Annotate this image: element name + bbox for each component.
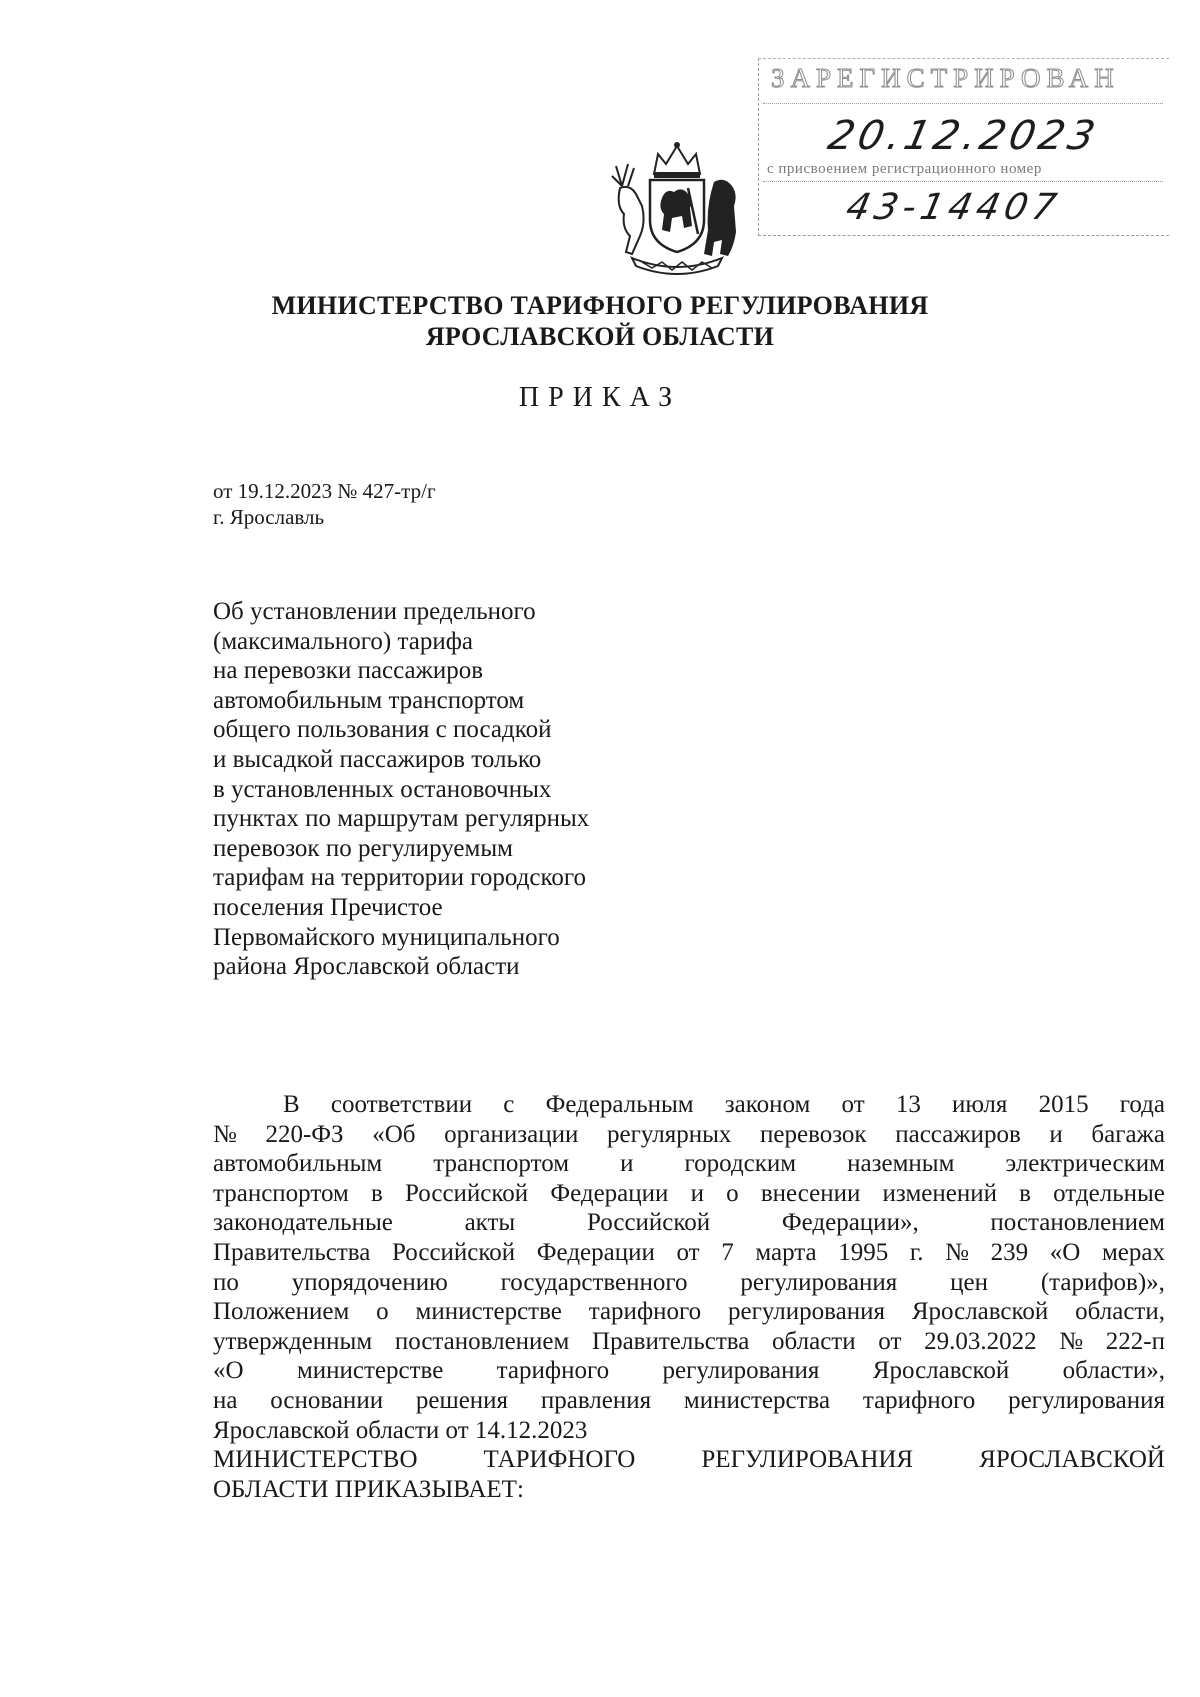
word: и	[1049, 1120, 1063, 1148]
word: государственного	[500, 1268, 688, 1296]
word: В	[283, 1091, 300, 1118]
word: соответствии	[330, 1091, 473, 1118]
word: №	[1059, 1327, 1084, 1355]
word: 29.03.2022	[924, 1327, 1037, 1355]
word: министерства	[683, 1386, 831, 1414]
word: и	[620, 1150, 634, 1178]
body-line	[213, 1208, 1165, 1238]
subject-line: (максимального) тарифа	[213, 627, 473, 655]
word: 2015	[1038, 1091, 1089, 1118]
stamp-title: ЗАРЕГИСТРИРОВАН	[771, 63, 1120, 93]
word: ТАРИФНОГО	[483, 1446, 636, 1474]
word: правления	[540, 1386, 652, 1414]
word: области»,	[1062, 1357, 1165, 1385]
registration-stamp	[758, 58, 1169, 236]
word: в	[1019, 1179, 1031, 1207]
word: автомобильным	[213, 1150, 383, 1178]
subject-line: Об установлении предельного	[213, 598, 536, 625]
order-title: ПРИКАЗ	[518, 382, 682, 413]
word: 222-п	[1105, 1327, 1165, 1355]
body-line	[213, 1179, 1165, 1209]
word: законодательные	[213, 1209, 393, 1237]
subject-line: Первомайского муниципального	[213, 923, 560, 951]
word: изменений	[882, 1179, 997, 1207]
body-line: ОБЛАСТИ ПРИКАЗЫВАЕТ:	[213, 1475, 524, 1503]
subject-line: в установленных остановочных	[213, 775, 552, 803]
subject-line: общего пользования с посадкой	[213, 716, 552, 744]
word: о	[726, 1179, 739, 1207]
word: министерстве	[415, 1298, 562, 1326]
word: марта	[755, 1238, 817, 1266]
word: Российской	[391, 1238, 516, 1266]
word: Ярославской	[872, 1357, 1010, 1385]
word: РЕГУЛИРОВАНИЯ	[701, 1446, 914, 1474]
word: «О	[213, 1357, 244, 1385]
word: пассажиров	[895, 1120, 1021, 1148]
word: внесении	[760, 1179, 861, 1207]
word: упорядочению	[291, 1268, 448, 1296]
stamp-subtitle: с присвоением регистрационного номер	[767, 161, 1042, 177]
word: от	[878, 1327, 902, 1355]
stamp-divider	[763, 103, 1163, 105]
word: №	[213, 1120, 237, 1148]
word: утвержденным	[213, 1327, 373, 1355]
word: в	[370, 1179, 383, 1207]
word: и	[690, 1179, 704, 1207]
word: Федерации»,	[781, 1209, 919, 1237]
word: регулирования	[1008, 1386, 1165, 1414]
body-line	[213, 1120, 1165, 1150]
subject-line: автомобильным транспортом	[213, 686, 525, 714]
word: на	[213, 1386, 238, 1414]
word: перевозок	[760, 1120, 867, 1148]
word: отдельные	[1053, 1179, 1165, 1207]
word: тарифного	[496, 1357, 610, 1385]
word: регулирования	[740, 1268, 898, 1296]
word: электрическим	[1005, 1150, 1165, 1178]
word: Правительства	[213, 1238, 371, 1266]
body-line	[213, 1445, 1165, 1475]
word: №	[945, 1238, 970, 1266]
word: 220-ФЗ	[265, 1120, 344, 1148]
word: постановлением	[990, 1209, 1165, 1237]
order-city: г. Ярославль	[213, 505, 325, 529]
word: мерах	[1101, 1238, 1165, 1266]
word: 13	[895, 1091, 921, 1118]
word: от	[676, 1238, 700, 1266]
word: городским	[684, 1150, 797, 1178]
subject-line: поселения Пречистое	[213, 893, 443, 921]
coat-of-arms-icon	[602, 136, 752, 276]
subject-line: и высадкой пассажиров только	[213, 745, 542, 773]
word: цен	[950, 1268, 988, 1296]
subject-line: пунктах по маршрутам регулярных	[213, 805, 590, 833]
word: с	[503, 1091, 515, 1118]
ministry-name-line1: МИНИСТЕРСТВО ТАРИФНОГО РЕГУЛИРОВАНИЯ	[271, 291, 929, 320]
word: 1995	[838, 1238, 889, 1266]
word: регулирования	[728, 1298, 885, 1326]
word: по	[213, 1268, 239, 1296]
word: решения	[415, 1386, 509, 1414]
word: Федеральным	[545, 1091, 694, 1118]
word: 239	[990, 1238, 1029, 1266]
stamp-date: 20.12.2023	[824, 113, 1103, 159]
word: Положением	[213, 1298, 350, 1326]
word: «О	[1049, 1238, 1081, 1266]
word: транспортом	[433, 1150, 570, 1178]
word: ЯРОСЛАВСКОЙ	[979, 1446, 1165, 1474]
word: акты	[464, 1209, 516, 1237]
body-line	[213, 1268, 1165, 1298]
body-line: Ярославской области от 14.12.2023	[213, 1416, 588, 1444]
word: тарифного	[588, 1298, 702, 1326]
body-line	[213, 1238, 1165, 1268]
body-line	[213, 1356, 1165, 1386]
word: основании	[270, 1386, 384, 1414]
word: организации	[444, 1120, 579, 1148]
order-preamble	[213, 1090, 1165, 1504]
word: 7	[721, 1238, 734, 1266]
word: багажа	[1091, 1120, 1165, 1148]
word: Российской	[586, 1209, 711, 1237]
word: Федерации	[536, 1238, 655, 1266]
word: области,	[1075, 1298, 1165, 1326]
word: г.	[909, 1238, 924, 1266]
stamp-number: 43-14407	[842, 187, 1065, 228]
order-date-number: от 19.12.2023 № 427-тр/г	[213, 479, 436, 503]
body-line	[213, 1386, 1165, 1416]
body-line	[213, 1149, 1165, 1179]
body-line	[213, 1297, 1165, 1327]
subject-line: перевозок по регулируемым	[213, 834, 513, 862]
word: Ярославской	[911, 1298, 1049, 1326]
word: МИНИСТЕРСТВО	[213, 1446, 418, 1474]
ministry-name-line2: ЯРОСЛАВСКОЙ ОБЛАСТИ	[425, 322, 775, 351]
subject-line: на перевозки пассажиров	[213, 657, 484, 685]
body-line	[213, 1090, 1165, 1120]
subject-line: тарифам на территории городского	[213, 864, 587, 892]
word: «Об	[372, 1120, 416, 1148]
word: области	[772, 1327, 856, 1355]
word: регулярных	[606, 1120, 732, 1148]
word: постановлением	[394, 1327, 570, 1355]
word: Федерации	[550, 1179, 669, 1207]
word: наземным	[847, 1150, 955, 1178]
word: от	[841, 1091, 865, 1118]
word: о	[376, 1298, 389, 1326]
subject-line: района Ярославской области	[213, 953, 520, 981]
word: Российской	[404, 1179, 529, 1207]
stamp-divider	[763, 181, 1163, 183]
word: законом	[724, 1091, 811, 1118]
word: Правительства	[592, 1327, 750, 1355]
order-subject	[213, 597, 673, 982]
word: регулирования	[662, 1357, 820, 1385]
word: транспортом	[213, 1179, 349, 1207]
word: июля	[951, 1091, 1008, 1118]
word: тарифного	[862, 1386, 976, 1414]
body-line	[213, 1327, 1165, 1357]
word: (тарифов)»,	[1040, 1268, 1165, 1296]
word: министерстве	[296, 1357, 444, 1385]
word: года	[1119, 1091, 1165, 1118]
